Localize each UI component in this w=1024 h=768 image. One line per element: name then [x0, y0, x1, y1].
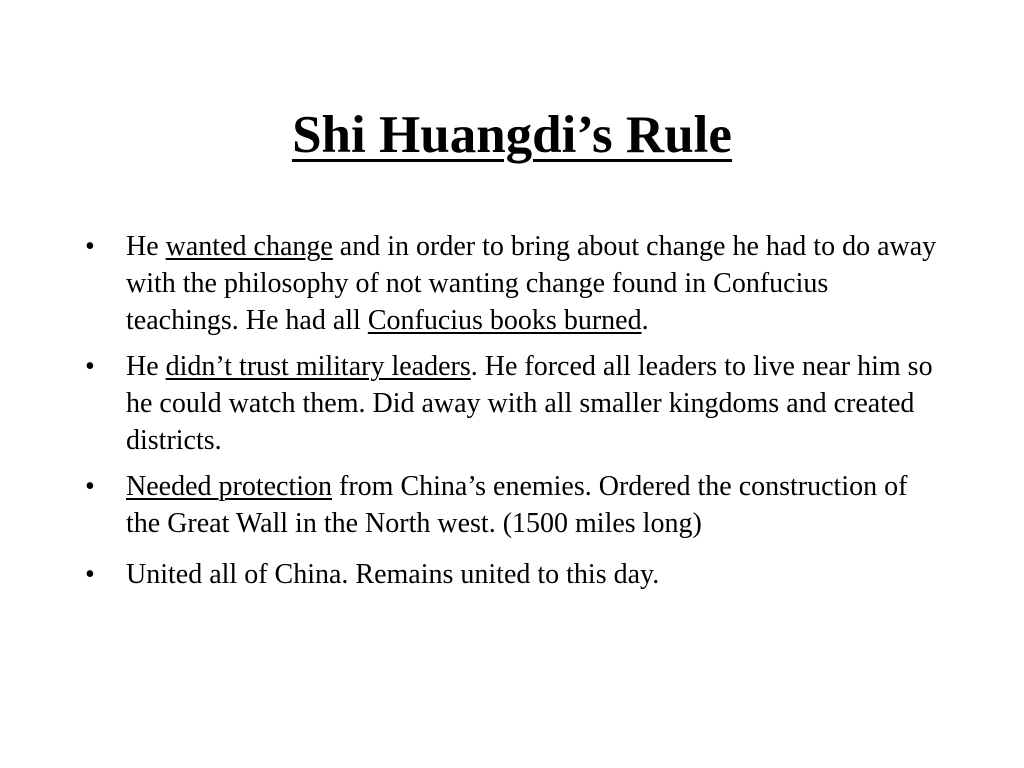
bullet-item: [82, 348, 942, 459]
bullet-text-segment: United all of China. Remains united to this day.: [126, 559, 660, 590]
bullet-icon: •: [85, 559, 95, 590]
bullet-text-segment: He: [126, 351, 166, 382]
underlined-phrase: didn’t trust military leaders: [165, 351, 471, 382]
bullet-item: [82, 556, 942, 593]
underlined-phrase: wanted change: [165, 231, 333, 262]
bullet-text-segment: . He forced all leaders to live near him so he could watch them. Did away with all smaller kingdoms and created districts.: [126, 351, 933, 456]
bullet-icon: •: [85, 471, 95, 502]
bullet-icon: •: [85, 231, 95, 262]
bullet-item: [82, 468, 942, 542]
bullet-item: [82, 228, 942, 339]
underlined-phrase: Needed protection: [126, 471, 333, 502]
bullet-text-segment: He: [126, 231, 166, 262]
bullet-text-segment: .: [641, 305, 649, 336]
bullet-text-segment: and in order to bring about change he had to do away with the philosophy of not wanting change found in Confucius teachings. He had all: [126, 231, 937, 336]
bullet-text-segment: from China’s enemies. Ordered the construction of the Great Wall in the North west. (1500 miles long): [126, 471, 908, 539]
bullet-icon: •: [85, 351, 95, 382]
slide-title: Shi Huangdi’s Rule: [292, 106, 732, 164]
bullet-list: [82, 228, 942, 602]
underlined-phrase: Confucius books burned: [367, 305, 642, 336]
